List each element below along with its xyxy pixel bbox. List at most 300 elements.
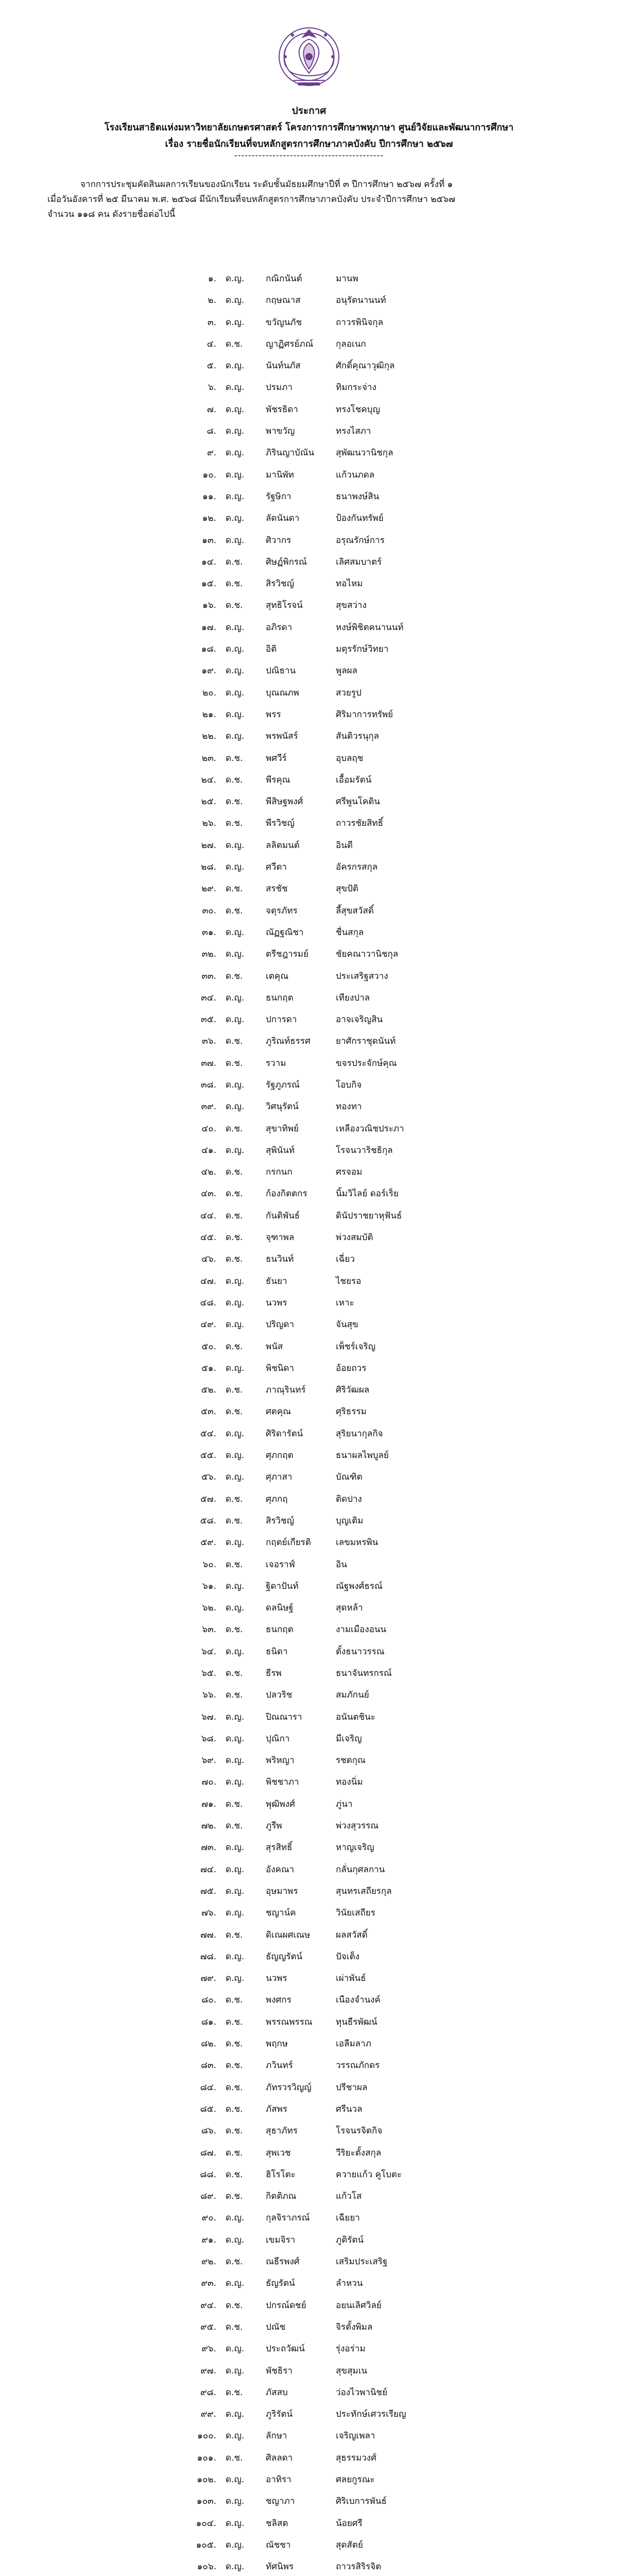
- student-prefix: ด.ญ.: [226, 1014, 245, 1025]
- student-number: ๕๒.: [201, 1385, 216, 1396]
- student-first-name: ณัชชา: [266, 2539, 291, 2550]
- student-row: [0, 1989, 618, 2011]
- student-prefix: ด.ญ.: [226, 382, 245, 393]
- student-number: ๓๔.: [201, 992, 216, 1003]
- student-number: ๑๗.: [201, 622, 216, 633]
- student-last-name: รชตกุณ: [336, 1755, 366, 1766]
- intro-line-3: จำนวน ๑๑๘ คน ดังรายชื่อต่อไปนี้: [47, 209, 176, 219]
- student-last-name: น้อยศรี: [336, 2518, 363, 2529]
- student-row: [0, 2403, 618, 2425]
- student-row: [0, 1423, 618, 1445]
- student-first-name: ภูริรัตน์: [266, 2409, 293, 2420]
- student-row: [0, 442, 618, 464]
- student-number: ๙๕.: [200, 2321, 216, 2332]
- student-first-name: ธันยา: [266, 1276, 287, 1286]
- student-number: ๕๔.: [200, 1428, 216, 1439]
- student-first-name: มานิพัท: [266, 469, 294, 480]
- student-first-name: ทัศนิพร: [266, 2562, 294, 2572]
- student-prefix: ด.ช.: [226, 971, 243, 981]
- student-first-name: นวพร: [266, 1297, 287, 1308]
- student-row: [0, 399, 618, 420]
- student-first-name: พีรวิชญ์: [266, 818, 295, 829]
- student-last-name: ทิมกระจ่าง: [336, 382, 376, 393]
- student-prefix: ด.ญ.: [226, 949, 245, 960]
- student-last-name: วรรณภักดร: [336, 2060, 380, 2071]
- student-first-name: ปุณิกา: [266, 1733, 290, 1744]
- student-prefix: ด.ช.: [226, 2039, 243, 2049]
- student-first-name: ธนวินท์: [266, 1254, 294, 1265]
- student-prefix: ด.ญ.: [226, 1428, 245, 1439]
- student-row: [0, 333, 618, 355]
- student-prefix: ด.ญ.: [226, 862, 245, 873]
- student-last-name: ศรีพูนโคติน: [336, 796, 380, 807]
- student-prefix: ด.ญ.: [226, 1581, 245, 1591]
- student-row: [0, 1292, 618, 1314]
- student-first-name: ภัสสบ: [266, 2387, 288, 2398]
- student-last-name: รุ่งอร่าม: [336, 2344, 366, 2354]
- student-row: [0, 420, 618, 442]
- student-number: ๓๙.: [201, 1101, 216, 1112]
- student-last-name: นิ้มวิไลย์ ดอร์เร็ย: [336, 1189, 399, 1199]
- student-first-name: ธนกฤต: [266, 1624, 294, 1635]
- student-last-name: เนืองจำนงค์: [336, 1995, 381, 2006]
- student-first-name: ลัดนันดา: [266, 513, 300, 524]
- student-last-name: ลำหวน: [336, 2278, 363, 2289]
- student-first-name: พฤกษ: [266, 2039, 288, 2049]
- student-last-name: ประเสริฐสวาง: [336, 971, 388, 981]
- student-last-name: มตุรรักษ์วิทยา: [336, 644, 389, 655]
- student-number: ๙๘.: [200, 2387, 216, 2398]
- student-row: [0, 791, 618, 812]
- student-prefix: ด.ญ.: [226, 1537, 245, 1548]
- student-last-name: ไชยรอ: [336, 1276, 362, 1286]
- student-last-name: ลี้สุขสวัสดิ์: [336, 905, 374, 916]
- student-prefix: ด.ญ.: [226, 535, 245, 546]
- student-prefix: ด.ช.: [226, 2147, 243, 2158]
- student-number: ๑๐๕.: [196, 2539, 216, 2550]
- student-row: [0, 1837, 618, 1858]
- student-number: ๗๙.: [200, 1973, 216, 1984]
- student-last-name: ทอไหม: [336, 579, 363, 589]
- student-number: ๘๕.: [200, 2104, 216, 2114]
- student-prefix: ด.ญ.: [226, 1711, 245, 1722]
- student-number: ๑๖.: [202, 600, 216, 611]
- student-first-name: อิติ: [266, 644, 277, 655]
- student-row: [0, 2033, 618, 2055]
- student-prefix: ด.ญ.: [226, 2539, 245, 2550]
- student-number: ๔๐.: [201, 1123, 216, 1134]
- student-last-name: สุนทรเสถียรกุล: [336, 1886, 392, 1896]
- student-last-name: ธนาผลไพบูลย์: [336, 1450, 389, 1461]
- student-last-name: ภูติรัตน์: [336, 2234, 364, 2245]
- student-last-name: ยาศักราชุดนันท์: [336, 1036, 396, 1047]
- student-last-name: อ้อยถวร: [336, 1363, 367, 1374]
- student-number: ๑๓.: [202, 535, 216, 546]
- student-number: ๘๔.: [200, 2082, 216, 2093]
- student-prefix: ด.ช.: [226, 1624, 243, 1635]
- student-first-name: พิชชาภา: [266, 1777, 299, 1788]
- student-last-name: ศักดิ์คุณาวุฒิกุล: [336, 361, 395, 371]
- student-row: [0, 2229, 618, 2251]
- student-row: [0, 1706, 618, 1728]
- student-number: ๔๑.: [201, 1145, 216, 1156]
- student-number: ๖๕.: [201, 1668, 216, 1679]
- student-prefix: ด.ญ.: [226, 666, 245, 676]
- student-row: [0, 2055, 618, 2076]
- student-last-name: งามเมืองอนน: [336, 1624, 387, 1635]
- student-last-name: พ่วงสมบัติ: [336, 1232, 373, 1243]
- student-last-name: ควายแก้ว คูโบตะ: [336, 2169, 402, 2180]
- student-number: ๑๒.: [202, 513, 216, 524]
- student-row: [0, 1815, 618, 1837]
- student-first-name: ณัฏฐณิชา: [266, 927, 304, 938]
- student-last-name: เลิศสมบาตร์: [336, 556, 382, 567]
- student-last-name: ทรงโชคบุญ: [336, 404, 380, 415]
- student-last-name: อรุณรักษ์การ: [336, 535, 385, 546]
- student-last-name: อินดี: [336, 840, 353, 851]
- student-row: [0, 965, 618, 987]
- student-first-name: ศุภกฤต: [266, 1450, 294, 1461]
- student-row: [0, 2534, 618, 2556]
- student-first-name: ศุภาสา: [266, 1472, 293, 1483]
- student-prefix: ด.ญ.: [226, 1363, 245, 1374]
- student-last-name: สุขสว่าง: [336, 600, 367, 611]
- student-number: ๒๓.: [201, 753, 216, 764]
- student-number: ๗๑.: [201, 1799, 216, 1809]
- student-prefix: ด.ช.: [226, 2016, 243, 2027]
- student-prefix: ด.ช.: [226, 1995, 243, 2006]
- student-last-name: สุขสุมเน: [336, 2365, 368, 2376]
- student-first-name: ปริญดา: [266, 1319, 294, 1330]
- student-prefix: ด.ช.: [226, 1799, 243, 1809]
- student-row: [0, 1205, 618, 1227]
- student-prefix: ด.ญ.: [226, 1145, 245, 1156]
- student-last-name: พ่วงสุวรรณ: [336, 1821, 379, 1832]
- student-first-name: ธัญญรัตน์: [266, 1951, 303, 1962]
- student-row: [0, 2360, 618, 2382]
- student-prefix: ด.ญ.: [226, 1450, 245, 1461]
- student-last-name: วินัยเสถียร: [336, 1908, 375, 1919]
- student-last-name: สุริยนากุลกิจ: [336, 1428, 383, 1439]
- student-last-name: สุขปัติ: [336, 884, 358, 894]
- student-first-name: รัฐภูภรณ์: [266, 1079, 300, 1090]
- student-first-name: สรชัช: [266, 884, 288, 894]
- student-row: [0, 573, 618, 595]
- student-first-name: พรรณพรรณ: [266, 2016, 313, 2027]
- student-last-name: อยนเลิศวิลย์: [336, 2300, 382, 2311]
- student-first-name: อังคณา: [266, 1864, 295, 1875]
- student-row: [0, 1270, 618, 1292]
- student-row: [0, 2447, 618, 2469]
- student-first-name: ภวินทร์: [266, 2060, 293, 2071]
- student-row: [0, 2077, 618, 2098]
- student-number: ๗.: [207, 404, 216, 415]
- student-prefix: ด.ญ.: [226, 1319, 245, 1330]
- student-prefix: ด.ช.: [226, 2300, 243, 2311]
- student-last-name: หงษ์พิชิตคนานนท์: [336, 622, 404, 633]
- student-number: ๒๐.: [202, 687, 216, 698]
- student-row: [0, 1096, 618, 1117]
- student-prefix: ด.ญ.: [226, 1646, 245, 1657]
- student-row: [0, 1227, 618, 1248]
- student-row: [0, 1575, 618, 1597]
- student-last-name: ถาวรชัยสิทธิ์: [336, 818, 383, 829]
- student-first-name: อาทิรา: [266, 2474, 291, 2485]
- student-prefix: ด.ญ.: [226, 513, 245, 524]
- student-row: [0, 1466, 618, 1488]
- student-prefix: ด.ช.: [226, 753, 243, 764]
- student-prefix: ด.ช.: [226, 1058, 243, 1069]
- student-first-name: จุฑาพล: [266, 1232, 295, 1243]
- student-last-name: สมภักนย์: [336, 1690, 369, 1701]
- student-row: [0, 2273, 618, 2294]
- student-row: [0, 2556, 618, 2576]
- student-first-name: พัชรธิดา: [266, 404, 298, 415]
- student-first-name: สุทธิโรจน์: [266, 600, 303, 611]
- student-row: [0, 2490, 618, 2512]
- student-number: ๑๙.: [201, 666, 216, 676]
- student-first-name: ณธีรพงศ์: [266, 2257, 300, 2267]
- student-first-name: ชญาภา: [266, 2496, 295, 2507]
- student-number: ๓๗.: [201, 1058, 216, 1069]
- student-number: ๘๑.: [201, 2016, 216, 2027]
- student-number: ๔๕.: [200, 1232, 216, 1243]
- student-last-name: เสริมประเสริฐ: [336, 2257, 388, 2267]
- student-row: [0, 2142, 618, 2164]
- student-prefix: ด.ช.: [226, 2060, 243, 2071]
- student-prefix: ด.ญ.: [226, 1101, 245, 1112]
- student-last-name: ป้องกันทรัพย์: [336, 513, 384, 524]
- student-number: ๕.: [207, 361, 216, 371]
- student-list: [0, 268, 618, 2576]
- student-last-name: วีริยะตั้งสกุล: [336, 2147, 382, 2158]
- student-last-name: แก้วโส: [336, 2191, 362, 2202]
- student-prefix: ด.ญ.: [226, 1297, 245, 1308]
- student-number: ๙๓.: [201, 2278, 216, 2289]
- student-prefix: ด.ญ.: [226, 2431, 245, 2442]
- student-number: ๕๐.: [201, 1341, 216, 1352]
- student-last-name: ศุริธรรม: [336, 1406, 367, 1417]
- student-last-name: กุลอเนก: [336, 338, 366, 349]
- student-prefix: ด.ญ.: [226, 622, 245, 633]
- student-first-name: ภัทรวรวิญญ์: [266, 2082, 312, 2093]
- student-row: [0, 1641, 618, 1663]
- student-number: ๗๕.: [200, 1886, 216, 1896]
- student-first-name: กุลจิราภรณ์: [266, 2213, 310, 2224]
- student-number: ๑๐๓.: [196, 2496, 216, 2507]
- student-number: ๓๖.: [202, 1036, 216, 1047]
- student-row: [0, 1554, 618, 1575]
- student-number: ๖๑.: [202, 1581, 216, 1591]
- student-first-name: พุฒิพงศ์: [266, 1799, 295, 1809]
- student-prefix: ด.ช.: [226, 1929, 243, 1940]
- student-number: ๕๕.: [200, 1450, 216, 1461]
- student-row: [0, 1161, 618, 1183]
- student-first-name: สุธาภัทร: [266, 2126, 298, 2137]
- student-last-name: อัครกรสกุล: [336, 862, 378, 873]
- student-row: [0, 2120, 618, 2142]
- student-first-name: วิศนุรัตน์: [266, 1101, 299, 1112]
- student-number: ๑๘.: [201, 644, 216, 655]
- student-first-name: ลักษา: [266, 2431, 287, 2442]
- student-row: [0, 1750, 618, 1771]
- student-last-name: เอลีมลาภ: [336, 2039, 371, 2049]
- student-prefix: ด.ญ.: [226, 2496, 245, 2507]
- student-row: [0, 377, 618, 398]
- student-number: ๓๓.: [201, 971, 216, 981]
- student-row: [0, 835, 618, 856]
- student-number: ๒๘.: [201, 862, 216, 873]
- student-number: ๖.: [208, 382, 216, 393]
- student-number: ๘๘.: [200, 2169, 216, 2180]
- student-last-name: ปัจเต็ง: [336, 1951, 359, 1962]
- student-number: ๖๔.: [201, 1646, 216, 1657]
- student-last-name: บุญเติม: [336, 1515, 364, 1526]
- student-prefix: ด.ช.: [226, 796, 243, 807]
- student-first-name: พาขวัญ: [266, 426, 295, 437]
- student-first-name: ปณิธาน: [266, 666, 296, 676]
- student-number: ๔๓.: [201, 1189, 216, 1199]
- student-last-name: ศิริวัฒผล: [336, 1385, 370, 1396]
- student-number: ๑๔.: [201, 556, 216, 567]
- student-last-name: ธนาจันทรกรณ์: [336, 1668, 392, 1679]
- student-row: [0, 1619, 618, 1640]
- student-first-name: ปิณณารา: [266, 1711, 302, 1722]
- student-row: [0, 1880, 618, 1902]
- student-prefix: ด.ช.: [226, 1232, 243, 1243]
- student-first-name: กฤษณาส: [266, 295, 301, 306]
- student-last-name: อิน: [336, 1559, 347, 1570]
- student-row: [0, 1771, 618, 1793]
- student-number: ๒๒.: [202, 731, 216, 742]
- student-first-name: รัฐษิกา: [266, 491, 291, 502]
- student-number: ๙.: [207, 448, 216, 459]
- student-prefix: ด.ช.: [226, 1515, 243, 1526]
- student-number: ๒๕.: [201, 796, 216, 807]
- student-number: ๙๔.: [200, 2300, 216, 2311]
- student-first-name: ภัสพร: [266, 2104, 287, 2114]
- student-row: [0, 2011, 618, 2033]
- student-number: ๒.: [208, 295, 216, 306]
- student-row: [0, 1314, 618, 1335]
- student-prefix: ด.ช.: [226, 2387, 243, 2398]
- student-prefix: ด.ญ.: [226, 1886, 245, 1896]
- student-first-name: ปณัช: [266, 2321, 286, 2332]
- student-number: ๑.: [208, 274, 216, 284]
- student-first-name: พรพนัสร์: [266, 731, 298, 742]
- student-last-name: ภู่นา: [336, 1799, 353, 1809]
- student-first-name: กิตติภณ: [266, 2191, 297, 2202]
- student-first-name: ธัญรัตน์: [266, 2278, 295, 2289]
- student-prefix: ด.ช.: [226, 600, 243, 611]
- student-number: ๖๙.: [201, 1755, 216, 1766]
- student-first-name: ศตคุณ: [266, 1406, 291, 1417]
- student-row: [0, 1793, 618, 1815]
- student-row: [0, 682, 618, 704]
- student-last-name: สุดสัตย์: [336, 2539, 363, 2550]
- student-row: [0, 290, 618, 311]
- student-first-name: ศิษฏ์พิกรณ์: [266, 556, 307, 567]
- student-prefix: ด.ญ.: [226, 1777, 245, 1788]
- student-number: ๘๐.: [201, 1995, 216, 2006]
- student-prefix: ด.ญ.: [226, 274, 245, 284]
- student-row: [0, 704, 618, 725]
- student-number: ๒๙.: [201, 884, 216, 894]
- student-first-name: พนัส: [266, 1341, 283, 1352]
- student-prefix: ด.ญ.: [226, 448, 245, 459]
- student-row: [0, 1074, 618, 1096]
- student-prefix: ด.ช.: [226, 1167, 243, 1178]
- student-prefix: ด.ญ.: [226, 2278, 245, 2289]
- student-prefix: ด.ญ.: [226, 491, 245, 502]
- student-prefix: ด.ช.: [226, 818, 243, 829]
- student-row: [0, 2098, 618, 2120]
- student-number: ๙๖.: [201, 2344, 216, 2354]
- student-first-name: ศิริดารัตน์: [266, 1428, 303, 1439]
- student-prefix: ด.ช.: [226, 2191, 243, 2202]
- student-row: [0, 1924, 618, 1946]
- student-first-name: ฮิโรโตะ: [266, 2169, 296, 2180]
- student-prefix: ด.ญ.: [226, 2409, 245, 2420]
- student-prefix: ด.ญ.: [226, 731, 245, 742]
- student-row: [0, 2316, 618, 2338]
- student-number: ๑๐๖.: [197, 2562, 216, 2572]
- student-prefix: ด.ญ.: [226, 404, 245, 415]
- student-row: [0, 2469, 618, 2490]
- student-number: ๓.: [207, 317, 216, 328]
- intro-paragraph: [47, 177, 578, 222]
- student-prefix: ด.ช.: [226, 2104, 243, 2114]
- student-number: ๘๗.: [200, 2147, 216, 2158]
- student-prefix: ด.ญ.: [226, 840, 245, 851]
- student-row: [0, 1510, 618, 1532]
- student-last-name: สุธรรมวงศ์: [336, 2452, 376, 2463]
- student-row: [0, 943, 618, 965]
- student-first-name: ปรมภา: [266, 382, 293, 393]
- student-first-name: กฤตย์เกียรติ: [266, 1537, 311, 1548]
- student-first-name: ภิรินญาบัณัน: [266, 448, 315, 459]
- student-number: ๑๐๔.: [196, 2518, 216, 2529]
- student-prefix: ด.ช.: [226, 579, 243, 589]
- student-last-name: ศรีนวล: [336, 2104, 363, 2114]
- student-row: [0, 2164, 618, 2185]
- student-number: ๕๓.: [201, 1406, 216, 1417]
- student-number: ๘๓.: [200, 2060, 216, 2071]
- student-first-name: ภูริณท์ธรรศ: [266, 1036, 311, 1047]
- student-prefix: ด.ญ.: [226, 426, 245, 437]
- student-last-name: โรจนรจิตกิจ: [336, 2126, 383, 2137]
- student-last-name: ทองทา: [336, 1101, 362, 1112]
- student-first-name: ชญาน์ค: [266, 1908, 296, 1919]
- student-prefix: ด.ช.: [226, 556, 243, 567]
- student-row: [0, 617, 618, 638]
- student-row: [0, 1140, 618, 1161]
- student-first-name: สุขาทิพย์: [266, 1123, 299, 1134]
- student-row: [0, 551, 618, 573]
- student-prefix: ด.ญ.: [226, 1842, 245, 1853]
- student-prefix: ด.ญ.: [226, 2365, 245, 2376]
- student-first-name: พริหญา: [266, 1755, 295, 1766]
- student-prefix: ด.ช.: [226, 1559, 243, 1570]
- student-prefix: ด.ช.: [226, 1254, 243, 1265]
- student-prefix: ด.ช.: [226, 2452, 243, 2463]
- student-row: [0, 507, 618, 529]
- student-prefix: ด.ญ.: [226, 2474, 245, 2485]
- student-number: ๔๖.: [201, 1254, 216, 1265]
- student-last-name: ถาวรสิริรจิต: [336, 2562, 382, 2572]
- student-prefix: ด.ช.: [226, 1385, 243, 1396]
- student-last-name: เหลืองวณิชประภา: [336, 1123, 404, 1134]
